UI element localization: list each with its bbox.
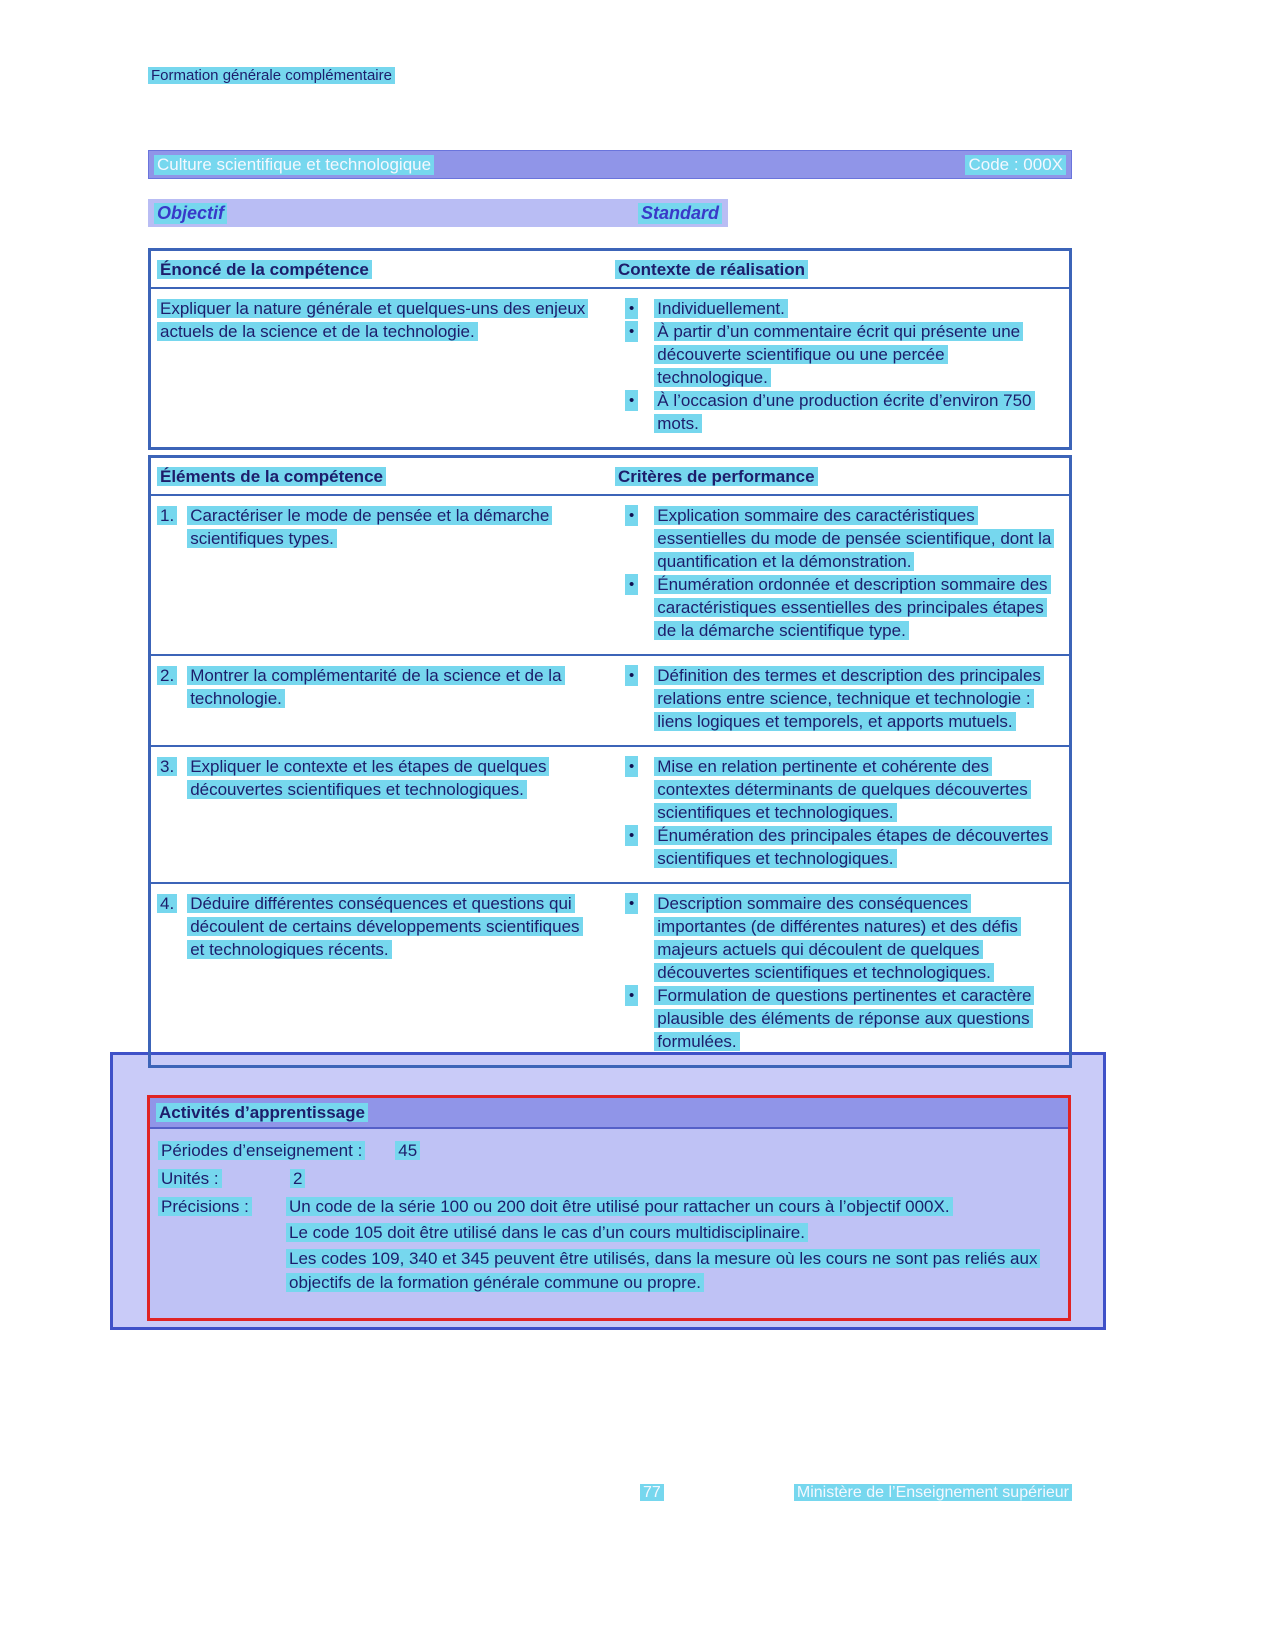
title-bar [148, 150, 1072, 179]
precision-sentence: Un code de la série 100 ou 200 doit être utilisé pour rattacher un cours à l’objectif 000X. [286, 1197, 953, 1216]
activities-highlight-box [147, 1095, 1071, 1321]
category-text: Formation générale complémentaire [148, 67, 395, 84]
criteria-list [615, 664, 1069, 733]
bullet-icon: • [625, 825, 638, 846]
criteria-text: Énumération ordonnée et description sommaire des caractéristiques essentielles des principales étapes de la démarche scientifique type. [654, 575, 1050, 640]
list-item [615, 984, 1061, 1053]
item-number: 2. [157, 666, 177, 685]
page-number [640, 1484, 664, 1502]
context-bullet-text: Individuellement. [654, 299, 788, 318]
element-text: Caractériser le mode de pensée et la démarche scientifiques types. [187, 506, 552, 548]
precision-sentence: Les codes 109, 340 et 345 peuvent être utilisés, dans la mesure où les cours ne sont pas reliés aux objectifs de la formation générale commune ou propre. [286, 1249, 1040, 1292]
bullet-icon: • [625, 505, 638, 526]
precisions-label: Précisions : [158, 1197, 252, 1216]
activities-body [150, 1129, 1068, 1318]
element-text: Montrer la complémentarité de la science et de la technologie. [187, 666, 564, 708]
criteria-text: Formulation de questions pertinentes et caractère plausible des éléments de réponse aux questions formulées. [654, 986, 1034, 1051]
ministry-footer-label [794, 1484, 1072, 1502]
table1-body-row [151, 289, 1069, 447]
table-row [151, 496, 1069, 654]
competence-statement: Expliquer la nature générale et quelques-uns des enjeux actuels de la science et de la technologie. [157, 299, 588, 341]
table2-header-left-cell [151, 465, 615, 488]
list-item [615, 573, 1061, 642]
table-row [151, 745, 1069, 882]
header-enonce: Énoncé de la compétence [157, 260, 372, 279]
element-cell [151, 664, 615, 733]
units-row [158, 1167, 1060, 1190]
list-item [615, 755, 1061, 824]
context-list [615, 297, 1069, 435]
element-cell [151, 892, 615, 1053]
list-item [615, 824, 1061, 870]
table2-header-row [151, 458, 1069, 496]
list-item [615, 664, 1061, 733]
list-item [615, 504, 1061, 573]
criteria-text: Mise en relation pertinente et cohérente des contextes déterminants de quelques découvertes scientifiques et technologiques. [654, 757, 1030, 822]
element-text: Expliquer le contexte et les étapes de quelques découvertes scientifiques et technologiques. [187, 757, 549, 799]
objectif-label: Objectif [154, 203, 227, 224]
page-number-text: 77 [640, 1484, 664, 1501]
context-bullet-text: À l’occasion d’une production écrite d’environ 750 mots. [654, 391, 1034, 433]
criteria-text: Description sommaire des conséquences importantes (de différentes natures) et des défis majeurs actuels qui découlent de quelques découvertes scientifiques et technologiques. [654, 894, 1021, 982]
table1-header-right-cell [615, 258, 1069, 281]
criteria-list [615, 755, 1069, 870]
criteria-list [615, 504, 1069, 642]
table2-header-right-cell [615, 465, 1069, 488]
element-text: Déduire différentes conséquences et questions qui découlent de certains développements scientifiques et technologiques récents. [187, 894, 582, 959]
standard-label: Standard [638, 203, 722, 224]
periods-value: 45 [395, 1141, 420, 1160]
bullet-icon: • [625, 756, 638, 777]
criteria-list [615, 892, 1069, 1053]
competence-statement-cell [151, 297, 615, 435]
activities-title-band [150, 1098, 1068, 1129]
element-cell [151, 504, 615, 642]
list-item [615, 320, 1061, 389]
list-item [615, 389, 1061, 435]
ministry-text: Ministère de l’Enseignement supérieur [794, 1484, 1072, 1501]
bullet-icon: • [625, 574, 638, 595]
objective-standard-bar [148, 199, 728, 227]
table1-header-left-cell [151, 258, 615, 281]
periods-row [158, 1139, 1060, 1162]
competence-context-table [148, 248, 1072, 450]
document-category-label [148, 66, 395, 86]
context-bullet-text: À partir d’un commentaire écrit qui présente une découverte scientifique ou une percée technologique. [654, 322, 1023, 387]
precisions-text-block [286, 1195, 1060, 1297]
header-criteres: Critères de performance [615, 467, 818, 486]
elements-criteria-table [148, 455, 1072, 1068]
criteria-text: Définition des termes et description des principales relations entre science, technique et technologie : liens logiques et temporels, et apports mutuels. [654, 666, 1044, 731]
precisions-row [158, 1195, 1060, 1297]
precision-sentence: Le code 105 doit être utilisé dans le cas d’un cours multidisciplinaire. [286, 1223, 808, 1242]
bullet-icon: • [625, 893, 638, 914]
units-label: Unités : [158, 1169, 222, 1188]
bullet-icon: • [625, 321, 638, 342]
course-title: Culture scientifique et technologique [154, 155, 434, 175]
bullet-icon: • [625, 665, 638, 686]
course-code-badge: Code : 000X [965, 155, 1066, 175]
element-cell [151, 755, 615, 870]
item-number: 4. [157, 894, 177, 913]
bullet-icon: • [625, 390, 638, 411]
header-elements: Éléments de la compétence [157, 467, 386, 486]
criteria-text: Explication sommaire des caractéristiques essentielles du mode de pensée scientifique, dont la quantification et la démonstration. [654, 506, 1054, 571]
bullet-icon: • [625, 985, 638, 1006]
item-number: 3. [157, 757, 177, 776]
table-row [151, 882, 1069, 1065]
table1-header-row [151, 251, 1069, 289]
learning-activities-panel [110, 1052, 1106, 1330]
activities-title: Activités d’apprentissage [156, 1103, 368, 1122]
list-item [615, 297, 1061, 320]
header-contexte: Contexte de réalisation [615, 260, 808, 279]
criteria-text: Énumération des principales étapes de découvertes scientifiques et technologiques. [654, 826, 1051, 868]
list-item [615, 892, 1061, 984]
units-value: 2 [290, 1169, 305, 1188]
item-number: 1. [157, 506, 177, 525]
periods-label: Périodes d’enseignement : [158, 1141, 365, 1160]
bullet-icon: • [625, 298, 638, 319]
table-row [151, 654, 1069, 745]
